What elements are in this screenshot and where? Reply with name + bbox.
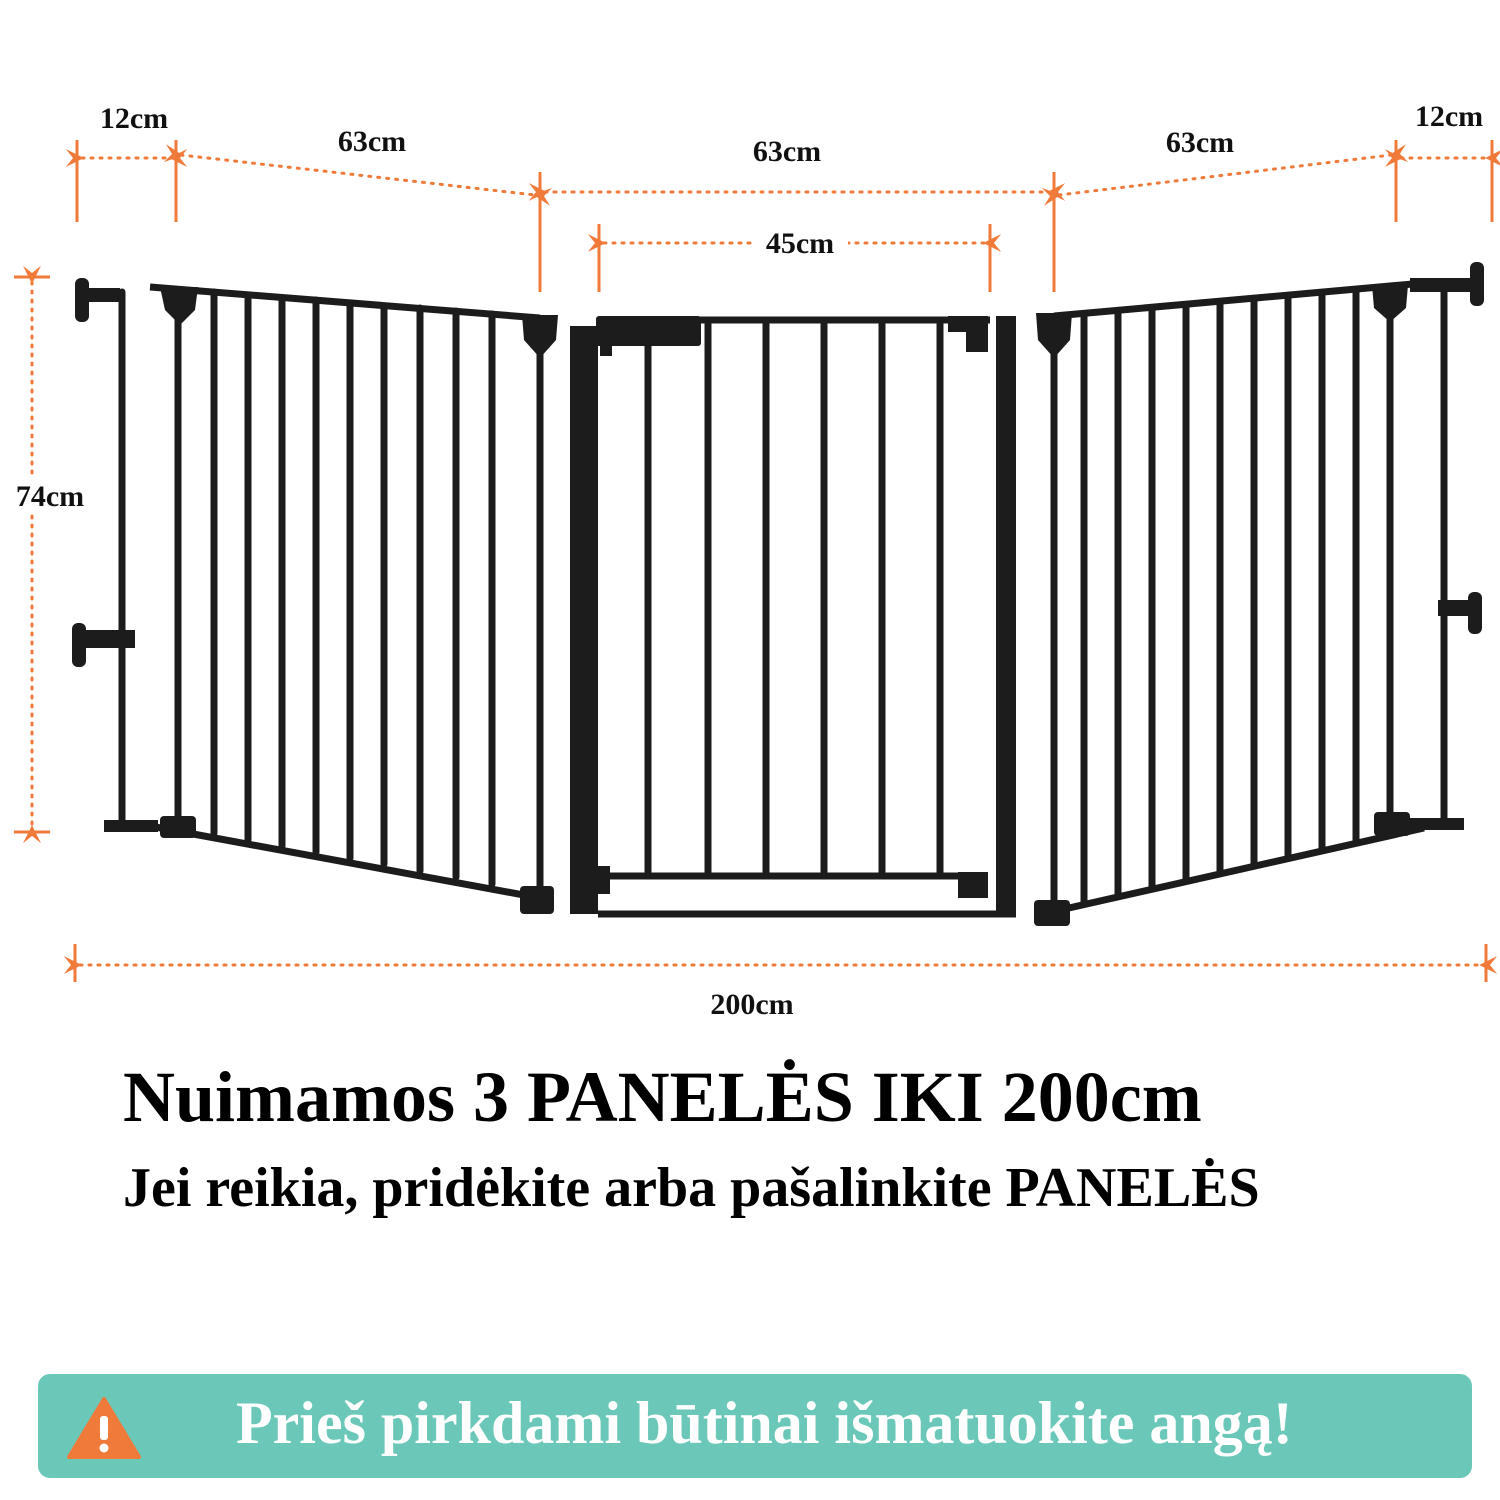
right-wall-mount [1404, 262, 1484, 830]
fence [72, 262, 1484, 926]
warning-triangle-icon [66, 1396, 142, 1460]
label-door-opening: 45cm [765, 227, 835, 260]
label-height: 74cm [15, 480, 85, 513]
label-left-mount: 12cm [99, 102, 169, 135]
middle-gate-panel [570, 316, 1016, 916]
right-panel [1034, 283, 1424, 926]
extension-lines [14, 140, 1492, 982]
left-panel [150, 287, 558, 914]
dim-right-panel-line [1059, 155, 1391, 195]
warning-banner [38, 1374, 1472, 1478]
label-middle-panel: 63cm [752, 135, 822, 168]
label-left-panel: 63cm [337, 125, 407, 158]
left-wall-mount [72, 278, 158, 832]
warning-banner-text: Prieš pirkdami būtinai išmatuokite angą! [236, 1390, 1293, 1456]
dim-left-panel-line [181, 155, 535, 195]
subline: Jei reikia, pridėkite arba pašalinkite PANELĖS [123, 1157, 1260, 1219]
label-right-mount: 12cm [1414, 100, 1484, 133]
label-total-width: 200cm [710, 988, 794, 1021]
label-right-panel: 63cm [1165, 126, 1235, 159]
headline: Nuimamos 3 PANELĖS IKI 200cm [123, 1057, 1202, 1137]
